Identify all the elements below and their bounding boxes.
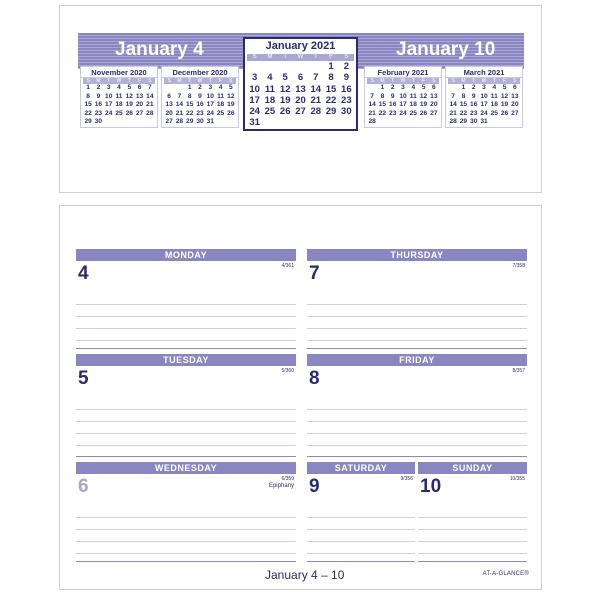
calendar-date[interactable]: 24: [249, 106, 260, 118]
calendar-date[interactable]: 26: [279, 106, 291, 118]
calendar-date[interactable]: 27: [165, 118, 173, 126]
calendar-date[interactable]: 17: [206, 101, 214, 109]
mini-calendar-days: [162, 84, 238, 127]
calendar-date[interactable]: 25: [115, 109, 123, 117]
calendar-date[interactable]: 1: [461, 84, 466, 91]
day-name-bar: TUESDAY: [76, 354, 296, 366]
weekday-letter: T: [278, 54, 293, 61]
weekday-letter: T: [185, 78, 195, 84]
weekday-letter: T: [469, 78, 479, 84]
calendar-date[interactable]: 13: [430, 92, 438, 100]
day-name-bar: THURSDAY: [307, 249, 527, 261]
day-block-monday: [76, 249, 296, 349]
weekday-letter: M: [93, 78, 103, 84]
calendar-date[interactable]: 11: [217, 92, 225, 100]
calendar-date[interactable]: 1: [328, 61, 334, 72]
calendar-date[interactable]: 19: [279, 94, 291, 106]
calendar-date[interactable]: 27: [511, 109, 519, 117]
mini-calendar-february: [364, 66, 442, 128]
weekday-letter: S: [510, 78, 520, 84]
calendar-date[interactable]: 21: [310, 94, 322, 106]
calendar-date[interactable]: 12: [500, 92, 509, 100]
mini-calendar-days: [81, 84, 157, 127]
calendar-date[interactable]: 29: [186, 118, 194, 126]
weekday-letter: S: [339, 54, 354, 61]
calendar-date[interactable]: 8: [461, 92, 466, 100]
calendar-date[interactable]: 8: [380, 92, 385, 100]
calendar-date[interactable]: 23: [389, 109, 397, 117]
weekday-letter: W: [479, 78, 489, 84]
mini-calendar-title: March 2021: [446, 67, 522, 78]
mini-calendar-title: February 2021: [365, 67, 441, 78]
day-of-year: 6/359: [281, 476, 294, 482]
day-number: 7: [309, 263, 320, 284]
day-block-friday: [307, 354, 527, 457]
calendar-date[interactable]: 7: [177, 92, 182, 100]
calendar-date[interactable]: 9: [471, 92, 476, 100]
calendar-date[interactable]: 2: [343, 61, 349, 72]
calendar-date[interactable]: 11: [490, 92, 498, 100]
calendar-date[interactable]: 16: [389, 101, 397, 109]
calendar-date[interactable]: 9: [198, 92, 202, 100]
calendar-date[interactable]: 8: [328, 72, 334, 84]
writing-lines[interactable]: [307, 506, 415, 560]
calendar-date[interactable]: 19: [419, 101, 428, 109]
day-of-year: 4/361: [281, 263, 294, 269]
calendar-date[interactable]: 29: [84, 118, 92, 126]
calendar-date[interactable]: 24: [399, 109, 407, 117]
calendar-date[interactable]: 18: [490, 101, 498, 109]
calendar-date[interactable]: 6: [167, 92, 171, 100]
weekday-letter: T: [104, 78, 114, 84]
calendar-date[interactable]: 3: [106, 84, 111, 91]
weekday-letter: S: [448, 78, 458, 84]
writing-lines[interactable]: [76, 506, 296, 560]
calendar-date[interactable]: 14: [368, 101, 376, 109]
writing-lines[interactable]: [76, 398, 296, 455]
week-start-label: January 4: [115, 39, 204, 60]
calendar-date[interactable]: 17: [249, 94, 260, 106]
weekday-letter: S: [145, 78, 155, 84]
weekday-header: [245, 54, 356, 61]
calendar-date[interactable]: 22: [459, 109, 468, 117]
calendar-date[interactable]: 13: [165, 101, 173, 109]
calendar-date[interactable]: 1: [187, 84, 192, 91]
calendar-date[interactable]: 16: [94, 101, 103, 109]
calendar-date[interactable]: 28: [449, 118, 457, 126]
weekday-letter: W: [293, 54, 308, 61]
calendar-date[interactable]: 21: [175, 109, 184, 117]
weekday-letter: M: [174, 78, 184, 84]
weekday-letter: S: [83, 78, 93, 84]
calendar-date[interactable]: 24: [206, 109, 214, 117]
week-range-footer: January 4 – 10: [265, 568, 345, 582]
calendar-date[interactable]: 19: [500, 101, 509, 109]
calendar-date[interactable]: 26: [227, 109, 235, 117]
calendar-date: [247, 61, 262, 72]
calendar-date[interactable]: 1: [380, 84, 385, 91]
calendar-date[interactable]: 30: [341, 106, 352, 118]
divider: [307, 456, 527, 457]
calendar-date[interactable]: 6: [297, 72, 304, 84]
calendar-date[interactable]: 3: [251, 72, 258, 84]
calendar-date[interactable]: 19: [227, 101, 235, 109]
calendar-date[interactable]: 8: [187, 92, 192, 100]
calendar-date[interactable]: 20: [430, 101, 438, 109]
calendar-date[interactable]: 9: [96, 92, 101, 100]
calendar-date[interactable]: 7: [148, 84, 152, 91]
calendar-date[interactable]: 15: [186, 101, 194, 109]
calendar-date[interactable]: 25: [409, 109, 417, 117]
weekday-letter: S: [247, 54, 262, 61]
calendar-date[interactable]: 18: [409, 101, 417, 109]
calendar-date[interactable]: 6: [137, 84, 142, 91]
calendar-date[interactable]: 4: [117, 84, 121, 91]
weekday-letter: T: [205, 78, 215, 84]
holiday-label: Epiphany: [268, 483, 294, 489]
calendar-date[interactable]: 28: [175, 118, 184, 126]
calendar-date[interactable]: 22: [186, 109, 194, 117]
weekday-letter: M: [377, 78, 387, 84]
calendar-date[interactable]: 31: [249, 117, 260, 129]
calendar-date[interactable]: 15: [378, 101, 387, 109]
divider: [418, 561, 527, 562]
divider: [76, 348, 296, 349]
day-name-bar: FRIDAY: [307, 354, 527, 366]
calendar-date: [448, 84, 458, 93]
day-number: 9: [309, 476, 320, 497]
brand-logo: AT-A-GLANCE®: [482, 571, 529, 577]
calendar-date[interactable]: 16: [341, 83, 352, 95]
day-number: 8: [309, 368, 320, 389]
writing-lines[interactable]: [76, 293, 296, 347]
calendar-date[interactable]: 15: [459, 101, 468, 109]
calendar-date[interactable]: 13: [295, 83, 306, 95]
day-of-year: 5/360: [281, 368, 294, 374]
day-block-wednesday: [76, 462, 296, 562]
day-block-thursday: [307, 249, 527, 349]
calendar-date[interactable]: 10: [480, 92, 488, 100]
calendar-date[interactable]: 2: [96, 84, 101, 91]
calendar-date[interactable]: 31: [206, 118, 214, 126]
calendar-date[interactable]: 4: [267, 72, 273, 84]
calendar-date[interactable]: 28: [368, 118, 376, 126]
calendar-date: [308, 61, 323, 72]
calendar-date[interactable]: 2: [390, 84, 395, 91]
calendar-date[interactable]: 16: [470, 101, 478, 109]
calendar-date[interactable]: 20: [511, 101, 519, 109]
calendar-date[interactable]: 5: [127, 84, 132, 91]
calendar-date[interactable]: 9: [390, 92, 395, 100]
weekday-letter: T: [489, 78, 499, 84]
mini-calendar-days: [365, 84, 441, 127]
weekday-letter: M: [458, 78, 468, 84]
day-number: 5: [78, 368, 89, 389]
calendar-date[interactable]: 5: [421, 84, 426, 91]
writing-lines[interactable]: [307, 398, 527, 455]
calendar-date[interactable]: 7: [313, 72, 319, 84]
calendar-date[interactable]: 22: [84, 109, 92, 117]
calendar-date[interactable]: 26: [125, 109, 133, 117]
day-of-year: 7/358: [512, 263, 525, 269]
calendar-date[interactable]: 17: [399, 101, 407, 109]
calendar-date[interactable]: 28: [310, 106, 322, 118]
weekday-letter: F: [215, 78, 225, 84]
calendar-date[interactable]: 5: [229, 84, 233, 91]
calendar-date[interactable]: 25: [216, 109, 225, 117]
calendar-date[interactable]: 6: [513, 84, 517, 91]
writing-lines[interactable]: [307, 293, 527, 347]
main-month-calendar: [243, 37, 358, 131]
calendar-date[interactable]: 7: [370, 92, 374, 100]
calendar-date[interactable]: 11: [115, 92, 123, 100]
calendar-date[interactable]: 10: [105, 92, 113, 100]
calendar-date[interactable]: 25: [490, 109, 498, 117]
weekday-letter: F: [499, 78, 509, 84]
calendar-date[interactable]: 12: [227, 92, 235, 100]
writing-lines[interactable]: [418, 506, 527, 560]
calendar-date: [367, 84, 377, 93]
calendar-date[interactable]: 3: [482, 84, 486, 91]
weekday-letter: T: [308, 54, 323, 61]
calendar-date[interactable]: 11: [409, 92, 417, 100]
main-calendar-days: [245, 61, 356, 129]
calendar-date[interactable]: 30: [94, 118, 103, 126]
calendar-date[interactable]: 14: [449, 101, 457, 109]
monthly-calendar-card: [59, 5, 542, 193]
weekday-letter: F: [418, 78, 428, 84]
mini-calendar-title: November 2020: [81, 67, 157, 78]
calendar-date[interactable]: 16: [196, 101, 204, 109]
calendar-date[interactable]: 10: [249, 83, 260, 95]
calendar-date[interactable]: 14: [310, 83, 322, 95]
mini-calendar-days: [446, 84, 522, 127]
calendar-date[interactable]: 1: [86, 84, 90, 91]
day-name-bar: MONDAY: [76, 249, 296, 261]
calendar-date[interactable]: 22: [378, 109, 387, 117]
calendar-date[interactable]: 23: [94, 109, 103, 117]
weekday-letter: S: [164, 78, 174, 84]
divider: [76, 456, 296, 457]
calendar-date[interactable]: 23: [341, 94, 352, 106]
calendar-date[interactable]: 24: [105, 109, 113, 117]
calendar-date: [262, 61, 277, 72]
calendar-date[interactable]: 3: [208, 84, 213, 91]
calendar-date[interactable]: 30: [470, 118, 478, 126]
mini-calendar-march: [445, 66, 523, 128]
divider: [307, 561, 415, 562]
calendar-date: [164, 84, 174, 93]
calendar-date[interactable]: 12: [125, 92, 133, 100]
calendar-date[interactable]: 11: [264, 83, 275, 95]
weekday-letter: F: [323, 54, 338, 61]
calendar-date[interactable]: 22: [325, 94, 337, 106]
calendar-date[interactable]: 29: [325, 106, 337, 118]
weekday-letter: S: [367, 78, 377, 84]
calendar-date[interactable]: 19: [125, 101, 133, 109]
day-name-bar: SUNDAY: [418, 462, 527, 474]
day-block-tuesday: [76, 354, 296, 457]
calendar-date[interactable]: 26: [419, 109, 428, 117]
calendar-date[interactable]: 23: [196, 109, 204, 117]
calendar-date[interactable]: 27: [135, 109, 144, 117]
weekly-planner-page: [59, 205, 542, 590]
calendar-date[interactable]: 17: [105, 101, 113, 109]
calendar-date[interactable]: 6: [432, 84, 436, 91]
mini-calendar-november: [80, 66, 158, 128]
calendar-date[interactable]: 27: [430, 109, 438, 117]
calendar-date: [174, 84, 184, 93]
main-calendar-title: January 2021: [265, 40, 336, 52]
weekday-letter: W: [398, 78, 408, 84]
day-of-year: 8/357: [512, 368, 525, 374]
calendar-date[interactable]: 15: [84, 101, 92, 109]
calendar-date[interactable]: 20: [165, 109, 173, 117]
calendar-date[interactable]: 7: [451, 92, 455, 100]
calendar-date[interactable]: 13: [135, 92, 144, 100]
calendar-date[interactable]: 4: [218, 84, 223, 91]
day-of-year: 10/355: [509, 476, 525, 482]
calendar-date[interactable]: 31: [480, 118, 488, 126]
weekday-letter: W: [114, 78, 124, 84]
weekday-letter: S: [429, 78, 439, 84]
calendar-date[interactable]: 12: [279, 83, 291, 95]
mini-calendar-title: December 2020: [162, 67, 238, 78]
week-end-label: January 10: [396, 39, 496, 60]
calendar-date[interactable]: 2: [198, 84, 202, 91]
calendar-date[interactable]: 27: [295, 106, 306, 118]
calendar-date[interactable]: 3: [401, 84, 405, 91]
day-number: 4: [78, 263, 89, 284]
calendar-date[interactable]: 21: [146, 101, 154, 109]
calendar-date: [278, 61, 293, 72]
calendar-date[interactable]: 15: [325, 83, 337, 95]
calendar-date[interactable]: 2: [471, 84, 476, 91]
calendar-date[interactable]: 20: [295, 94, 306, 106]
calendar-date[interactable]: 18: [216, 101, 225, 109]
day-of-year: 9/356: [400, 476, 413, 482]
calendar-date[interactable]: 26: [500, 109, 509, 117]
calendar-date: [293, 61, 308, 72]
calendar-date[interactable]: 20: [135, 101, 144, 109]
weekday-letter: F: [134, 78, 144, 84]
weekday-letter: S: [226, 78, 236, 84]
mini-calendar-december: [161, 66, 239, 128]
day-block-saturday: [307, 462, 415, 562]
weekday-letter: T: [408, 78, 418, 84]
calendar-date[interactable]: 9: [343, 72, 349, 84]
day-number: 6: [78, 476, 89, 497]
calendar-date[interactable]: 5: [502, 84, 507, 91]
day-number: 10: [420, 476, 442, 497]
divider: [307, 348, 527, 349]
calendar-date[interactable]: 18: [264, 94, 276, 106]
day-name-bar: WEDNESDAY: [76, 462, 296, 474]
calendar-date[interactable]: 17: [480, 101, 488, 109]
calendar-date[interactable]: 23: [470, 109, 478, 117]
weekday-letter: T: [388, 78, 398, 84]
calendar-date[interactable]: 24: [480, 109, 488, 117]
calendar-date[interactable]: 25: [264, 106, 276, 118]
weekday-letter: W: [195, 78, 205, 84]
calendar-date[interactable]: 8: [86, 92, 90, 100]
divider: [76, 561, 296, 562]
day-block-sunday: [418, 462, 527, 562]
weekday-letter: M: [262, 54, 277, 61]
day-name-bar: SATURDAY: [307, 462, 415, 474]
calendar-date[interactable]: 29: [459, 118, 468, 126]
calendar-date[interactable]: 14: [175, 101, 184, 109]
calendar-date[interactable]: 18: [115, 101, 123, 109]
calendar-date[interactable]: 10: [206, 92, 214, 100]
calendar-date[interactable]: 4: [492, 84, 497, 91]
calendar-date[interactable]: 21: [449, 109, 457, 117]
calendar-date[interactable]: 28: [146, 109, 154, 117]
calendar-date[interactable]: 14: [146, 92, 154, 100]
weekday-letter: T: [124, 78, 134, 84]
calendar-date[interactable]: 10: [399, 92, 407, 100]
calendar-date[interactable]: 21: [368, 109, 376, 117]
calendar-date[interactable]: 13: [511, 92, 519, 100]
calendar-date[interactable]: 12: [419, 92, 428, 100]
calendar-date[interactable]: 5: [282, 72, 288, 84]
calendar-date[interactable]: 4: [411, 84, 416, 91]
calendar-date[interactable]: 30: [196, 118, 204, 126]
